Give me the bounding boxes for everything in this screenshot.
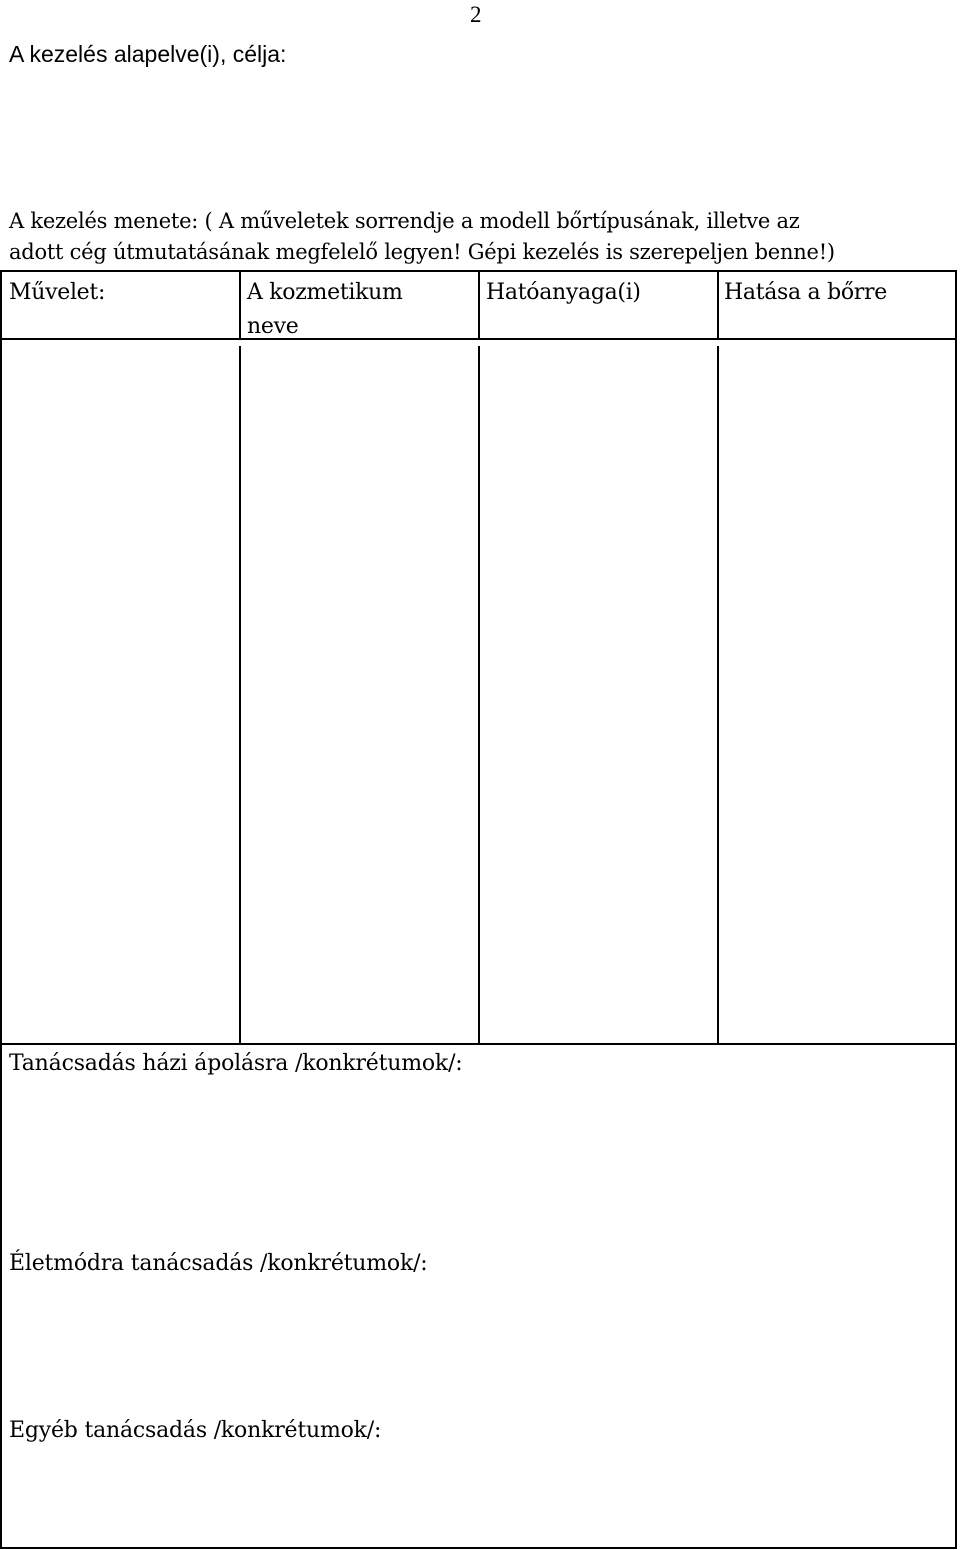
lifestyle-advice-label: Életmódra tanácsadás /konkrétumok/: xyxy=(9,1251,428,1276)
treatment-principle-label: A kezelés alapelve(i), célja: xyxy=(9,41,287,67)
procedure-instructions xyxy=(9,206,954,268)
table-body-divider xyxy=(478,346,480,1045)
column-divider xyxy=(478,272,480,338)
header-cell-skin-effect: Hatása a bőrre xyxy=(724,280,887,305)
home-care-advice-label: Tanácsadás házi ápolásra /konkrétumok/: xyxy=(9,1051,463,1076)
other-advice-label: Egyéb tanácsadás /konkrétumok/: xyxy=(9,1418,382,1443)
column-divider xyxy=(717,272,719,338)
procedure-line-2: adott cég útmutatásának megfelelő legyen! Gépi kezelés is szerepeljen benne!) xyxy=(9,240,835,264)
header-cell-active-ingredients: Hatóanyaga(i) xyxy=(486,280,641,305)
table-body-divider xyxy=(717,346,719,1045)
column-divider xyxy=(239,272,241,338)
treatment-table xyxy=(0,270,957,1045)
procedure-line-1: A kezelés menete: ( A műveletek sorrendje a modell bőrtípusának, illetve az xyxy=(9,209,800,233)
header-cell-operation: Művelet: xyxy=(9,280,106,305)
header-cell-cosmetic-name: A kozmetikum neve xyxy=(247,280,403,339)
page-number: 2 xyxy=(470,2,482,27)
advice-box xyxy=(0,1043,957,1549)
table-body-divider xyxy=(239,346,241,1045)
table-header-row xyxy=(2,272,955,340)
